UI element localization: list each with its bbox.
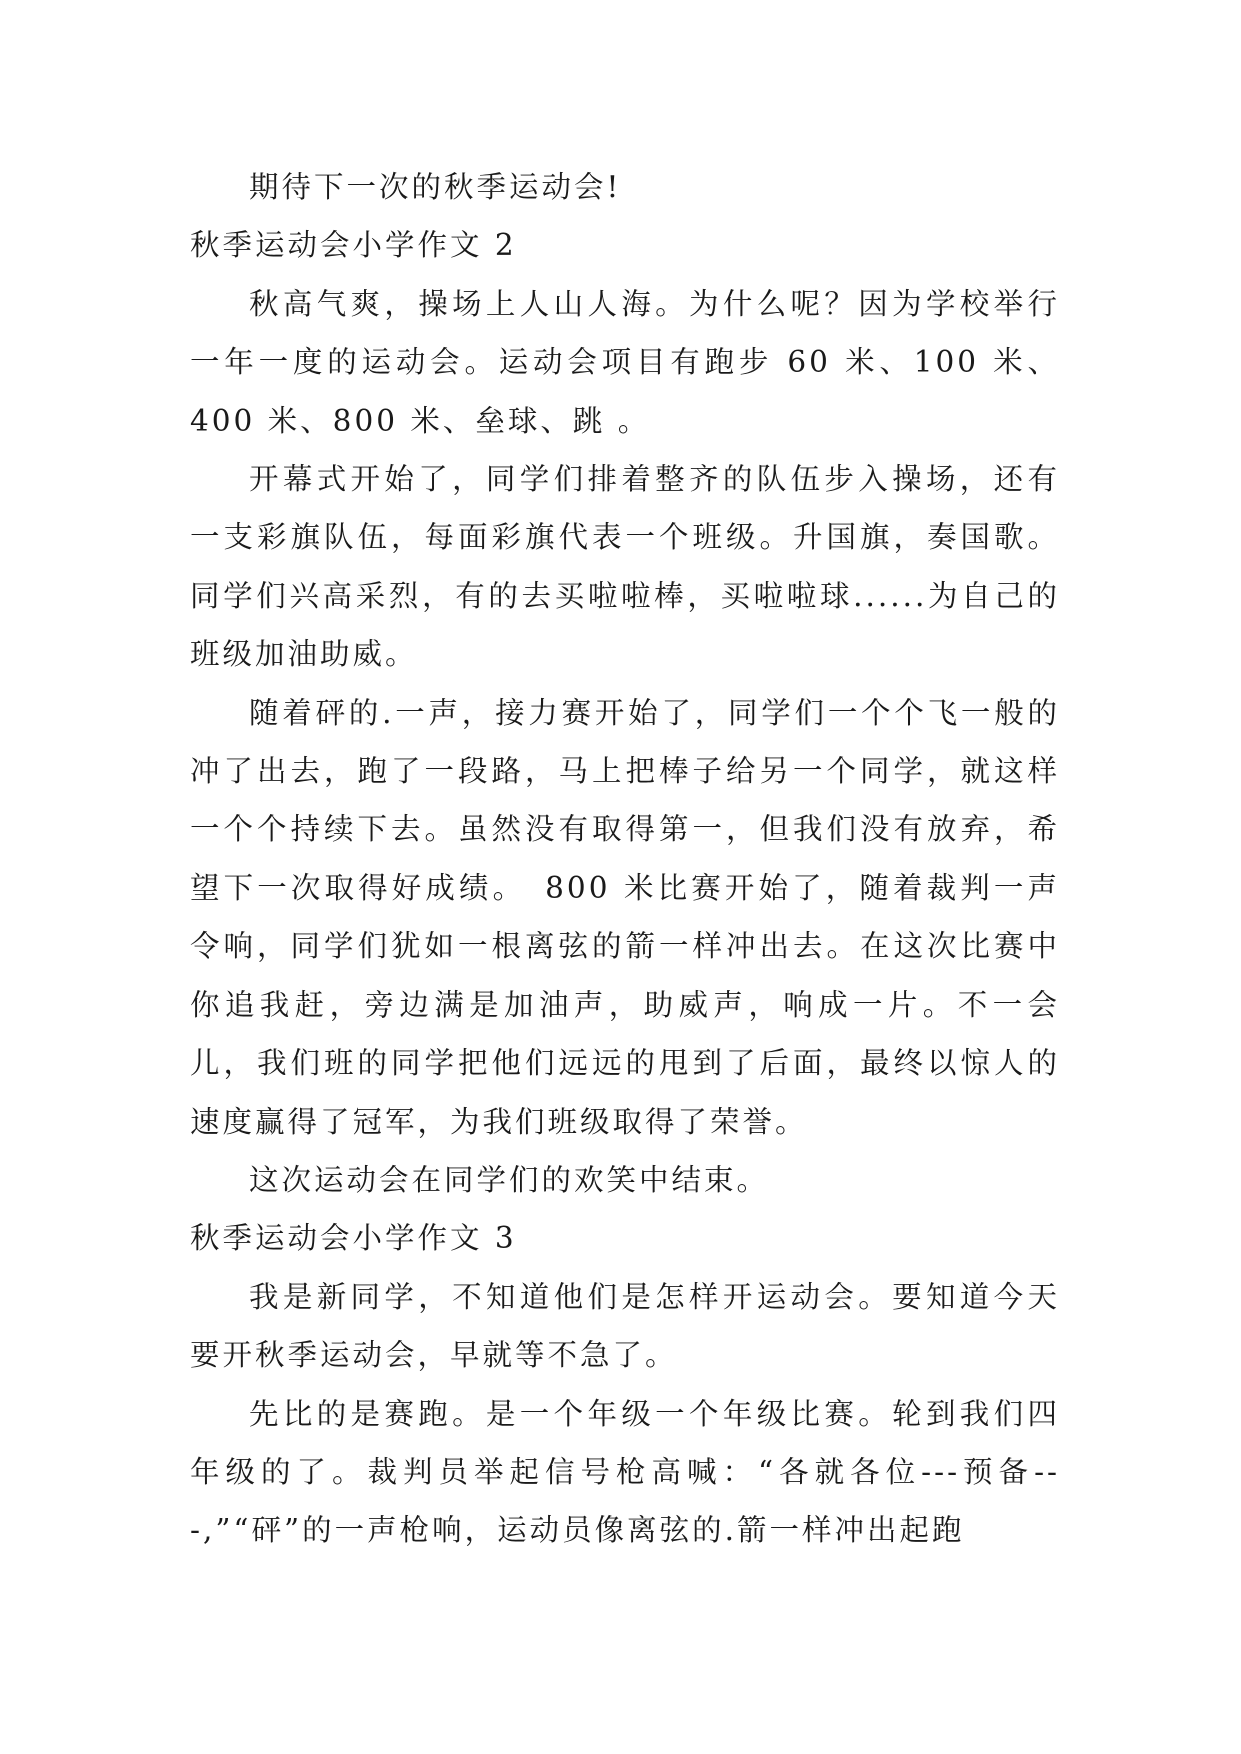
document-page	[190, 158, 1060, 1560]
paragraph-opening-ceremony: 开幕式开始了，同学们排着整齐的队伍步入操场，还有一支彩旗队伍，每面彩旗代表一个班级。升国旗，奏国歌。同学们兴高采烈，有的去买啦啦棒，买啦啦球......为自己的班级加油助威。	[190, 462, 1060, 672]
paragraph-relay-race: 随着砰的.一声，接力赛开始了，同学们一个个飞一般的冲了出去，跑了一段路，马上把棒子给另一个同学，就这样一个个持续下去。虽然没有取得第一，但我们没有放弃，希望下一次取得好成绩。 800 米比赛开始了，随着裁判一声令响，同学们犹如一根离弦的箭一样冲出去。在这次比赛中你追我赶，旁边满是加油声，助威声，响成一片。不一会儿，我们班的同学把他们远远的甩到了后面，最终以惊人的速度赢得了冠军，为我们班级取得了荣誉。	[190, 695, 1060, 1139]
paragraph-race-start: 先比的是赛跑。是一个年级一个年级比赛。轮到我们四年级的了。裁判员举起信号枪高喊：“各就各位---预备---,”“砰”的一声枪响，运动员像离弦的.箭一样冲出起跑	[190, 1396, 1060, 1548]
paragraph-intro: 秋高气爽，操场上人山人海。为什么呢？因为学校举行一年一度的运动会。运动会项目有跑步 60 米、100 米、400 米、800 米、垒球、跳 。	[190, 286, 1060, 438]
paragraph-ending: 这次运动会在同学们的欢笑中结束。	[249, 1162, 770, 1197]
paragraph-closing-line: 期待下一次的秋季运动会!	[249, 170, 622, 204]
essay-heading-2: 秋季运动会小学作文 2	[190, 228, 517, 263]
essay-heading-3: 秋季运动会小学作文 3	[190, 1221, 517, 1256]
paragraph-new-student: 我是新同学，不知道他们是怎样开运动会。要知道今天要开秋季运动会，早就等不急了。	[190, 1279, 1060, 1373]
